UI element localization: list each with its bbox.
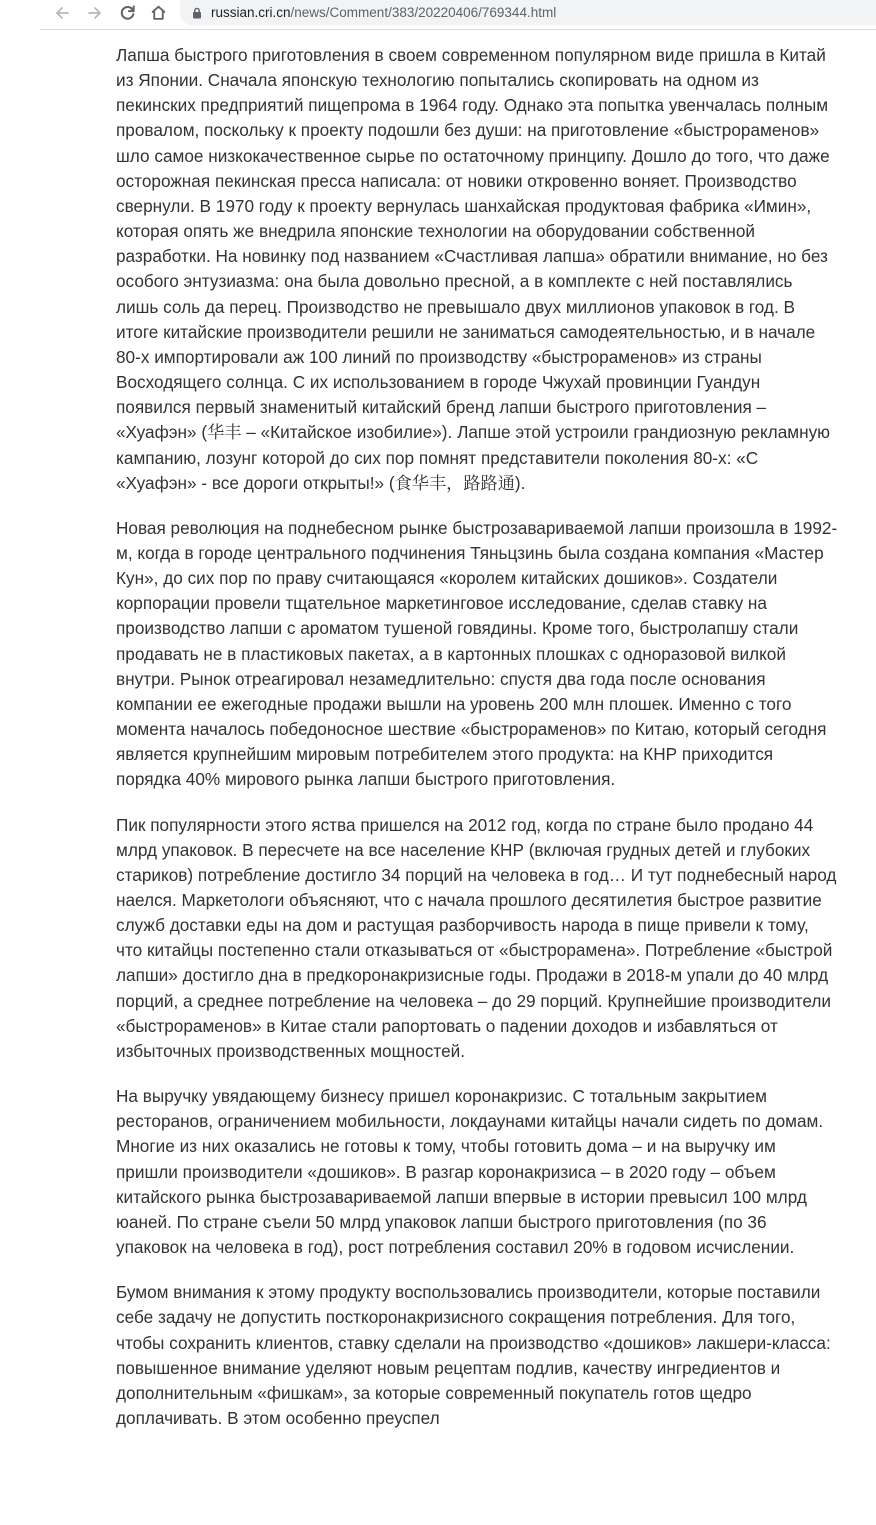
home-icon [150,4,167,21]
reload-icon [119,4,136,21]
article-paragraph: Новая революция на поднебесном рынке быстрозавариваемой лапши произошла в 1992-м, когда в городе центрального подчинения Тяньцзинь была создана компания «Мастер Кун», до сих пор по праву считающаяся «королем китайских дошиков». Создатели корпорации провели тщательное маркетинговое исследование, сделав ставку на производство лапши с ароматом тушеной говядины. Кроме того, быстролапшу стали продавать не в пластиковых пакетах, а в картонных плошках с одноразовой вилкой внутри. Рынок отреагировал незамедлительно: спустя два года после основания компании ее ежегодные продажи вышли на уровень 200 млн плошек. Именно с того момента началось победоносное шествие «быстрораменов» по Китаю, который сегодня является крупнейшим мировым потребителем этого продукта: на КНР приходится порядка 40% мирового рынка лапши быстрого приготовления. [116,517,838,790]
article-paragraph: Лапша быстрого приготовления в своем современном популярном виде пришла в Китай из Японии. Сначала японскую технологию попытались скопировать на одном из пекинских предприятий пищепрома в 1964 году. Однако эта попытка увенчалась полным провалом, поскольку к проекту подошли без души: на приготовление «быстрораменов» шло самое низкокачественное сырье по остаточному принципу. Дошло до того, что даже осторожная пекинская пресса написала: от новики откровенно воняет. Производство свернули. В 1970 году к проекту вернулась шанхайская продуктовая фабрика «Имин», которая опять же внедрила японские технологии на оборудовании собственной разработки. На новинку под названием «Счастливая лапша» обратили внимание, но без особого энтузиазма: она была довольно пресной, а в комплекте с ней поставлялись лишь соль да перец. Производство не превышало двух миллионов упаковок в год. В итоге китайские производители решили не заниматься самодеятельностью, и в начале 80-х импортировали аж 100 линий по производству «быстрораменов» из страны Восходящего солнца. С их использованием в городе Чжухай провинции Гуандун появился первый знаменитый китайский бренд лапши быстрого приготовления – «Хуафэн» (华丰 – «Китайское изобилие»). Лапше этой устроили грандиозную рекламную кампанию, лозунг которой до сих пор помнят представители поколения 80-х: «С «Хуафэн» - все дороги открыты!» (食华丰，路路通). [116,45,831,493]
url-text[interactable] [211,5,556,20]
url-host: russian.cri.cn [211,5,291,20]
article-paragraph: На выручку увядающему бизнесу пришел коронакризис. С тотальным закрытием ресторанов, ограничением мобильности, локдаунами китайцы начали сидеть по домам. Многие из них оказались не готовы к тому, чтобы готовить дома – и на выручку им пришли производители «дошиков». В разгар коронакризиса – в 2020 году – объем китайского рынка быстрозавариваемой лапши впервые в истории превысил 100 млрд юаней. По стране съели 50 млрд упаковок лапши быстрого приготовления (по 36 упаковок на человека в год), рост потребления составил 20% в годовом исчислении. [116,1086,824,1258]
forward-button[interactable] [81,0,109,25]
browser-toolbar [0,0,876,27]
url-path: /news/Comment/383/20220406/769344.html [290,5,557,20]
back-arrow-icon [54,5,70,21]
back-button[interactable] [48,0,76,25]
address-bar[interactable] [180,0,876,25]
lock-icon[interactable] [192,7,202,19]
article-paragraph: Пик популярности этого яства пришелся на 2012 год, когда по стране было продано 44 млрд упаковок. В пересчете на все население КНР (включая грудных детей и глубоких стариков) потребление достигло 34 порций на человека в год… И тут поднебесный народ наелся. Маркетологи объясняют, что с начала прошлого десятилетия быстрое развитие служб доставки еды на дом и растущая разборчивость народа в пище привели к тому, что китайцы постепенно стали отказываться от «быстрорамена». Потребление «быстрой лапши» достигло дна в предкоронакризисные годы. Продажи в 2018-м упали до 40 млрд порций, а среднее потребление на человека – до 29 порций. Крупнейшие производители «быстрораменов» в Китае стали рапортовать о падении доходов и избавляться от избыточных производственных мощностей. [116,814,837,1061]
toolbar-divider [40,29,876,30]
article-body [116,43,838,1451]
article-paragraph: Бумом внимания к этому продукту воспользовались производители, которые поставили себе задачу не допустить посткоронакризисного сокращения потребления. Для того, чтобы сохранить клиентов, ставку сделали на производство «дошиков» лакшери-класса: повышенное внимание уделяют новым рецептам подлив, качеству ингредиентов и дополнительным «фишкам», за которые современный покупатель готов щедро доплачивать. В этом особенно преуспел [116,1282,831,1428]
reload-button[interactable] [113,0,141,25]
forward-arrow-icon [87,5,103,21]
home-button[interactable] [144,0,172,25]
